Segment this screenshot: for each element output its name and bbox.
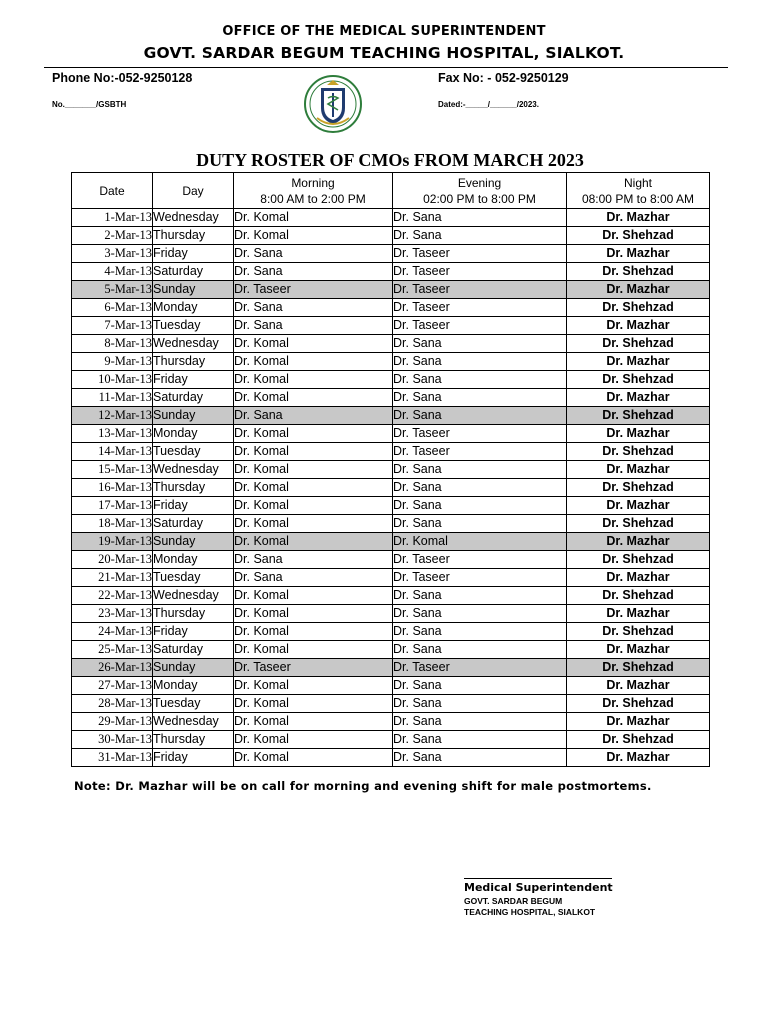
night-doctor-cell: Dr. Mazhar [567, 713, 710, 731]
morning-doctor-cell: Dr. Sana [234, 299, 393, 317]
night-doctor-cell: Dr. Mazhar [567, 389, 710, 407]
day-cell: Friday [153, 497, 234, 515]
day-cell: Thursday [153, 479, 234, 497]
day-cell: Wednesday [153, 209, 234, 227]
morning-doctor-cell: Dr. Komal [234, 533, 393, 551]
date-cell: 6-Mar-13 [72, 299, 153, 317]
evening-doctor-cell: Dr. Sana [393, 713, 567, 731]
table-row [72, 389, 710, 407]
date-cell: 5-Mar-13 [72, 281, 153, 299]
table-row [72, 335, 710, 353]
table-row [72, 407, 710, 425]
day-cell: Tuesday [153, 569, 234, 587]
evening-doctor-cell: Dr. Sana [393, 731, 567, 749]
table-row [72, 443, 710, 461]
morning-doctor-cell: Dr. Komal [234, 389, 393, 407]
evening-doctor-cell: Dr. Taseer [393, 551, 567, 569]
evening-doctor-cell: Dr. Sana [393, 353, 567, 371]
phone-number: Phone No:-052-9250128 [52, 71, 193, 85]
table-row [72, 497, 710, 515]
table-row [72, 479, 710, 497]
night-doctor-cell: Dr. Mazhar [567, 677, 710, 695]
date-cell: 23-Mar-13 [72, 605, 153, 623]
night-doctor-cell: Dr. Mazhar [567, 749, 710, 767]
night-doctor-cell: Dr. Mazhar [567, 209, 710, 227]
night-doctor-cell: Dr. Shehzad [567, 407, 710, 425]
morning-doctor-cell: Dr. Komal [234, 443, 393, 461]
morning-doctor-cell: Dr. Komal [234, 461, 393, 479]
table-row [72, 731, 710, 749]
evening-doctor-cell: Dr. Taseer [393, 443, 567, 461]
evening-doctor-cell: Dr. Sana [393, 515, 567, 533]
day-cell: Thursday [153, 227, 234, 245]
fax-number: Fax No: - 052-9250129 [438, 71, 569, 85]
night-doctor-cell: Dr. Mazhar [567, 317, 710, 335]
day-cell: Sunday [153, 659, 234, 677]
date-cell: 31-Mar-13 [72, 749, 153, 767]
table-row [72, 425, 710, 443]
morning-label: Morning [291, 175, 335, 190]
evening-doctor-cell: Dr. Sana [393, 227, 567, 245]
evening-doctor-cell: Dr. Sana [393, 605, 567, 623]
day-cell: Thursday [153, 353, 234, 371]
night-doctor-cell: Dr. Mazhar [567, 281, 710, 299]
date-cell: 9-Mar-13 [72, 353, 153, 371]
date-cell: 15-Mar-13 [72, 461, 153, 479]
night-doctor-cell: Dr. Mazhar [567, 353, 710, 371]
day-cell: Saturday [153, 515, 234, 533]
night-doctor-cell: Dr. Shehzad [567, 659, 710, 677]
morning-doctor-cell: Dr. Komal [234, 425, 393, 443]
date-cell: 29-Mar-13 [72, 713, 153, 731]
night-time: 08:00 PM to 8:00 AM [581, 191, 695, 206]
day-cell: Monday [153, 425, 234, 443]
date-cell: 17-Mar-13 [72, 497, 153, 515]
morning-doctor-cell: Dr. Taseer [234, 659, 393, 677]
evening-doctor-cell: Dr. Sana [393, 479, 567, 497]
table-row [72, 461, 710, 479]
table-row [72, 299, 710, 317]
day-cell: Friday [153, 623, 234, 641]
date-cell: 3-Mar-13 [72, 245, 153, 263]
night-doctor-cell: Dr. Mazhar [567, 569, 710, 587]
morning-doctor-cell: Dr. Komal [234, 479, 393, 497]
date-cell: 2-Mar-13 [72, 227, 153, 245]
table-row [72, 587, 710, 605]
morning-doctor-cell: Dr. Komal [234, 209, 393, 227]
column-header-date-label: Date [99, 183, 125, 198]
night-doctor-cell: Dr. Mazhar [567, 461, 710, 479]
roster-title: DUTY ROSTER OF CMOs FROM MARCH 2023 [196, 150, 584, 170]
night-doctor-cell: Dr. Shehzad [567, 695, 710, 713]
table-row [72, 353, 710, 371]
morning-doctor-cell: Dr. Sana [234, 263, 393, 281]
hospital-emblem-icon [303, 74, 363, 134]
morning-doctor-cell: Dr. Komal [234, 497, 393, 515]
day-cell: Wednesday [153, 587, 234, 605]
table-row [72, 515, 710, 533]
morning-doctor-cell: Dr. Komal [234, 713, 393, 731]
morning-time: 8:00 AM to 2:00 PM [260, 191, 366, 206]
day-cell: Sunday [153, 281, 234, 299]
signature-line [464, 878, 612, 879]
night-doctor-cell: Dr. Shehzad [567, 371, 710, 389]
day-cell: Saturday [153, 263, 234, 281]
morning-doctor-cell: Dr. Komal [234, 605, 393, 623]
table-row [72, 695, 710, 713]
signatory-title: Medical Superintendent [464, 881, 613, 894]
signatory-org-line2: TEACHING HOSPITAL, SIALKOT [464, 907, 596, 917]
roster-body [72, 209, 710, 767]
morning-doctor-cell: Dr. Komal [234, 227, 393, 245]
morning-doctor-cell: Dr. Komal [234, 623, 393, 641]
table-row [72, 533, 710, 551]
day-cell: Monday [153, 299, 234, 317]
day-cell: Friday [153, 371, 234, 389]
evening-doctor-cell: Dr. Taseer [393, 425, 567, 443]
evening-doctor-cell: Dr. Taseer [393, 299, 567, 317]
morning-doctor-cell: Dr. Sana [234, 551, 393, 569]
night-doctor-cell: Dr. Shehzad [567, 479, 710, 497]
table-row [72, 677, 710, 695]
date-cell: 11-Mar-13 [72, 389, 153, 407]
night-doctor-cell: Dr. Mazhar [567, 497, 710, 515]
evening-label: Evening [457, 175, 502, 190]
date-cell: 12-Mar-13 [72, 407, 153, 425]
day-cell: Thursday [153, 605, 234, 623]
date-cell: 28-Mar-13 [72, 695, 153, 713]
night-doctor-cell: Dr. Shehzad [567, 443, 710, 461]
day-cell: Tuesday [153, 443, 234, 461]
evening-doctor-cell: Dr. Sana [393, 209, 567, 227]
day-cell: Friday [153, 749, 234, 767]
table-row [72, 713, 710, 731]
night-doctor-cell: Dr. Shehzad [567, 623, 710, 641]
date-cell: 26-Mar-13 [72, 659, 153, 677]
date-cell: 19-Mar-13 [72, 533, 153, 551]
night-doctor-cell: Dr. Shehzad [567, 263, 710, 281]
table-row [72, 263, 710, 281]
date-cell: 18-Mar-13 [72, 515, 153, 533]
column-header-date [72, 173, 153, 209]
night-doctor-cell: Dr. Mazhar [567, 533, 710, 551]
duty-roster-table [71, 172, 710, 767]
evening-doctor-cell: Dr. Taseer [393, 263, 567, 281]
evening-time: 02:00 PM to 8:00 PM [423, 191, 536, 206]
table-row [72, 623, 710, 641]
evening-doctor-cell: Dr. Taseer [393, 317, 567, 335]
night-doctor-cell: Dr. Shehzad [567, 551, 710, 569]
table-row [72, 281, 710, 299]
column-header-night [567, 173, 710, 209]
column-header-morning [234, 173, 393, 209]
day-cell: Saturday [153, 389, 234, 407]
night-doctor-cell: Dr. Shehzad [567, 515, 710, 533]
morning-doctor-cell: Dr. Komal [234, 695, 393, 713]
date-cell: 10-Mar-13 [72, 371, 153, 389]
evening-doctor-cell: Dr. Taseer [393, 569, 567, 587]
morning-doctor-cell: Dr. Sana [234, 245, 393, 263]
evening-doctor-cell: Dr. Sana [393, 371, 567, 389]
night-doctor-cell: Dr. Shehzad [567, 731, 710, 749]
evening-doctor-cell: Dr. Sana [393, 461, 567, 479]
evening-doctor-cell: Dr. Sana [393, 335, 567, 353]
column-header-day-label: Day [182, 183, 204, 198]
morning-doctor-cell: Dr. Komal [234, 641, 393, 659]
evening-doctor-cell: Dr. Sana [393, 389, 567, 407]
date-cell: 14-Mar-13 [72, 443, 153, 461]
date-cell: 27-Mar-13 [72, 677, 153, 695]
day-cell: Saturday [153, 641, 234, 659]
evening-doctor-cell: Dr. Taseer [393, 659, 567, 677]
table-row [72, 551, 710, 569]
date-cell: 30-Mar-13 [72, 731, 153, 749]
evening-doctor-cell: Dr. Taseer [393, 245, 567, 263]
date-cell: 20-Mar-13 [72, 551, 153, 569]
column-header-day [153, 173, 234, 209]
evening-doctor-cell: Dr. Sana [393, 677, 567, 695]
morning-doctor-cell: Dr. Komal [234, 371, 393, 389]
office-heading: OFFICE OF THE MEDICAL SUPERINTENDENT [222, 24, 546, 39]
evening-doctor-cell: Dr. Sana [393, 695, 567, 713]
night-doctor-cell: Dr. Shehzad [567, 227, 710, 245]
night-doctor-cell: Dr. Mazhar [567, 425, 710, 443]
morning-doctor-cell: Dr. Sana [234, 407, 393, 425]
evening-doctor-cell: Dr. Sana [393, 407, 567, 425]
evening-doctor-cell: Dr. Sana [393, 641, 567, 659]
night-doctor-cell: Dr. Shehzad [567, 335, 710, 353]
day-cell: Thursday [153, 731, 234, 749]
table-row [72, 317, 710, 335]
morning-doctor-cell: Dr. Komal [234, 515, 393, 533]
table-row [72, 371, 710, 389]
morning-doctor-cell: Dr. Komal [234, 335, 393, 353]
date-cell: 22-Mar-13 [72, 587, 153, 605]
date-cell: 4-Mar-13 [72, 263, 153, 281]
night-doctor-cell: Dr. Mazhar [567, 245, 710, 263]
table-row [72, 245, 710, 263]
date-cell: 8-Mar-13 [72, 335, 153, 353]
header-divider [44, 67, 728, 68]
night-label: Night [623, 175, 652, 190]
day-cell: Wednesday [153, 335, 234, 353]
night-doctor-cell: Dr. Shehzad [567, 299, 710, 317]
morning-doctor-cell: Dr. Sana [234, 317, 393, 335]
day-cell: Tuesday [153, 317, 234, 335]
evening-doctor-cell: Dr. Sana [393, 749, 567, 767]
signatory-org-line1: GOVT. SARDAR BEGUM [464, 896, 563, 906]
table-row [72, 659, 710, 677]
morning-doctor-cell: Dr. Komal [234, 749, 393, 767]
night-doctor-cell: Dr. Mazhar [567, 605, 710, 623]
roster-note: Note: Dr. Mazhar will be on call for morning and evening shift for male postmortems. [74, 779, 652, 793]
table-header-row [72, 173, 710, 209]
table-row [72, 641, 710, 659]
column-header-evening [393, 173, 567, 209]
day-cell: Tuesday [153, 695, 234, 713]
day-cell: Sunday [153, 533, 234, 551]
evening-doctor-cell: Dr. Komal [393, 533, 567, 551]
day-cell: Monday [153, 677, 234, 695]
evening-doctor-cell: Dr. Sana [393, 623, 567, 641]
evening-doctor-cell: Dr. Sana [393, 587, 567, 605]
dated-field: Dated:-_____/______/2023. [438, 100, 539, 109]
morning-doctor-cell: Dr. Komal [234, 353, 393, 371]
table-row [72, 227, 710, 245]
date-cell: 16-Mar-13 [72, 479, 153, 497]
evening-doctor-cell: Dr. Sana [393, 497, 567, 515]
date-cell: 24-Mar-13 [72, 623, 153, 641]
day-cell: Wednesday [153, 713, 234, 731]
table-row [72, 209, 710, 227]
morning-doctor-cell: Dr. Komal [234, 731, 393, 749]
table-row [72, 605, 710, 623]
reference-number: No._______/GSBTH [52, 100, 127, 109]
table-row [72, 569, 710, 587]
morning-doctor-cell: Dr. Komal [234, 587, 393, 605]
date-cell: 25-Mar-13 [72, 641, 153, 659]
day-cell: Sunday [153, 407, 234, 425]
hospital-name: GOVT. SARDAR BEGUM TEACHING HOSPITAL, SIALKOT. [143, 44, 625, 62]
date-cell: 21-Mar-13 [72, 569, 153, 587]
evening-doctor-cell: Dr. Taseer [393, 281, 567, 299]
date-cell: 1-Mar-13 [72, 209, 153, 227]
table-row [72, 749, 710, 767]
morning-doctor-cell: Dr. Taseer [234, 281, 393, 299]
date-cell: 7-Mar-13 [72, 317, 153, 335]
night-doctor-cell: Dr. Shehzad [567, 587, 710, 605]
day-cell: Friday [153, 245, 234, 263]
day-cell: Monday [153, 551, 234, 569]
morning-doctor-cell: Dr. Sana [234, 569, 393, 587]
date-cell: 13-Mar-13 [72, 425, 153, 443]
day-cell: Wednesday [153, 461, 234, 479]
night-doctor-cell: Dr. Mazhar [567, 641, 710, 659]
morning-doctor-cell: Dr. Komal [234, 677, 393, 695]
